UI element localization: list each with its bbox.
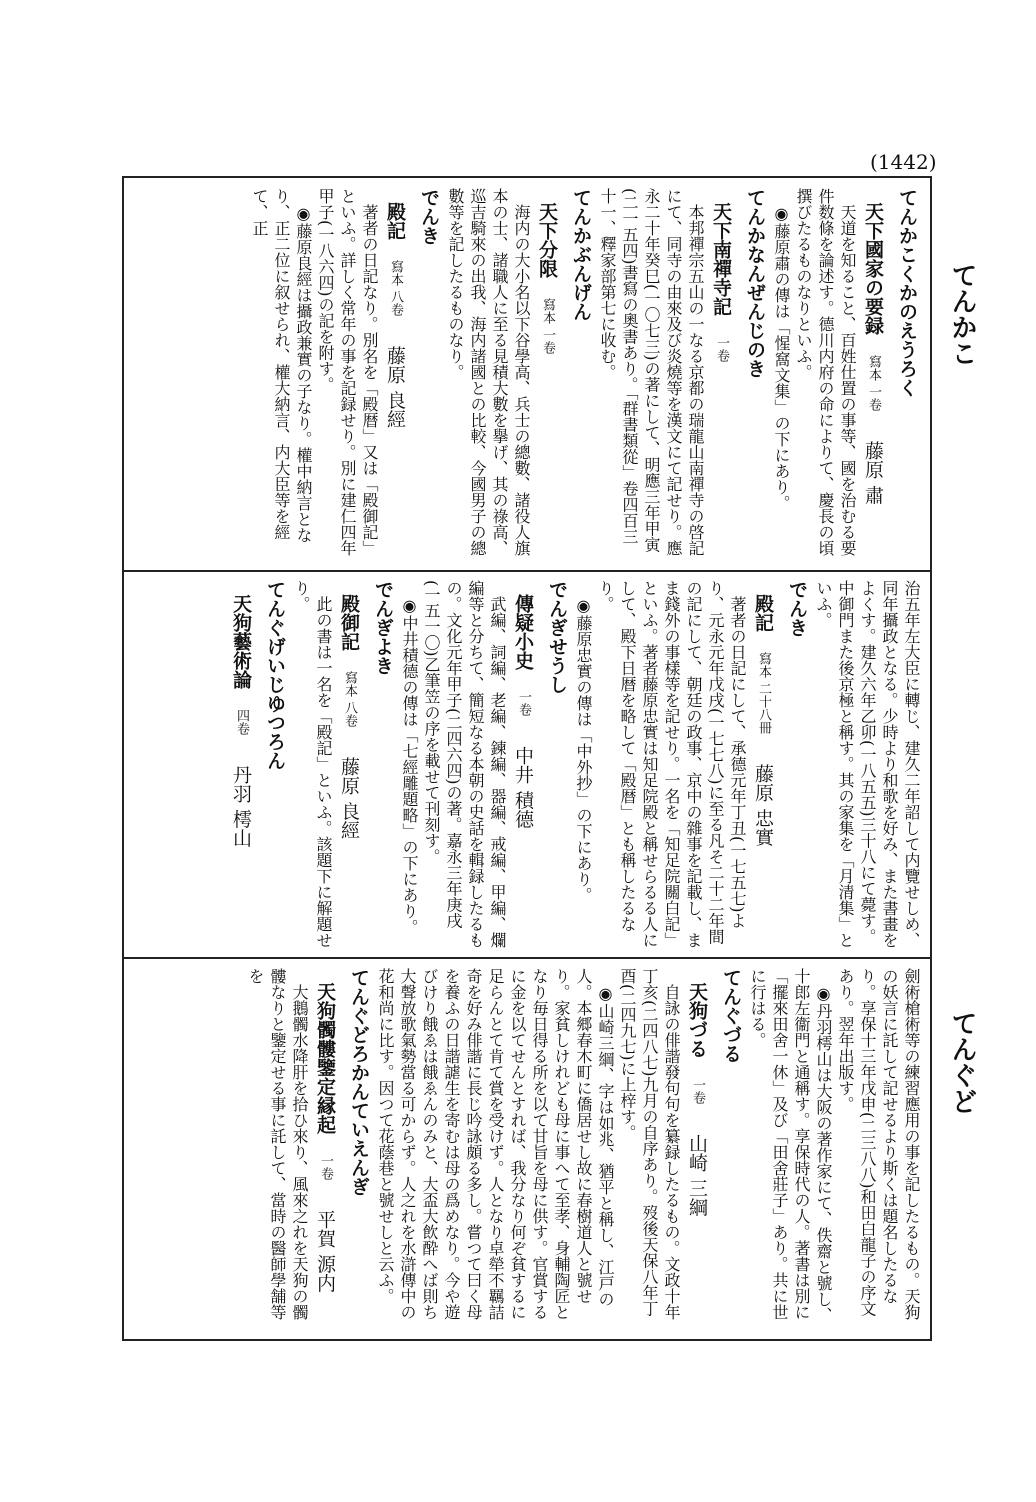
entry-author: 丹羽 樗山 [230, 765, 252, 848]
entry-author [536, 354, 558, 384]
entry-author: 藤原 良經 [384, 346, 406, 429]
entry-body: 天道を知ること、百姓仕置の事等、國を治むる要件数條を論述す。德川内府の命によりて、慶長の頃撰びたるものなりといふ。 [794, 188, 857, 556]
entry-headword: てんかなんぜんじのき [744, 188, 766, 378]
entry-note: ◉藤原良經は攝政兼實の子なり。權中納言となり、正二位に叙せられ、權大納言、内大臣等を經て、正 [250, 188, 313, 543]
entry-volume: 寫本 一卷 [866, 355, 881, 412]
entry-title-line [748, 580, 778, 950]
entry-body: 此の書は一名を「殿記」といふ。該題下に解題せり。 [292, 580, 333, 948]
entry-title-line [226, 580, 256, 950]
entry-title: 傳疑小史 [512, 594, 534, 670]
entry-note: ◉中井積德の傳は「七經雕題略」の下にあり。 [400, 596, 419, 935]
entry-title: 天下分限 [536, 202, 558, 278]
text-band-middle [134, 580, 922, 950]
entry-title: 殿御記 [338, 594, 360, 651]
text-band-top [134, 188, 922, 560]
entry-volume: 一卷 [516, 690, 531, 716]
entry-author [710, 362, 732, 392]
entry-title-line [334, 580, 364, 950]
entry-title: 天狗づる [686, 982, 708, 1058]
entry-headword: てんかぶんげん [570, 188, 592, 321]
entry-title-line [682, 968, 712, 1330]
entry-headword: でんき [418, 188, 440, 245]
running-head-lower: てんぐど [947, 1010, 977, 1114]
entry-volume: 寫本 八卷 [342, 671, 357, 728]
entry-author: 藤原 忠實 [752, 764, 774, 847]
entry-body: 海内の大小名以下谷學高、兵士の總數、諸役人旗本の士、諸職人に至る見積大數を擧げ、其の祿高、巡吉騎來の出我、海内諸國との比較、今國男子の總數等を記したるものなり。 [446, 188, 531, 556]
entry-body: 著者の日記なり。別名を「殿暦」又は「殿御記」といふ。詳しく常年の事を記録せり。別に建仁四年甲子(一八六四)の記を附す。 [316, 188, 379, 556]
entry-body-continued: 劍術槍術等の練習應用の事を記したるもの。天狗の妖言に託して記せるより斯くは題名したるなり。享保十三年戊申(二三八八)和田白龍子の序文あり。翌年出版す。 [836, 968, 921, 1320]
entry-title: 天下國家の要録 [862, 202, 884, 335]
entry-body: 自詠の俳諧發句句を纂録したるもの。文政十年丁亥(二四八七)九月の自序あり。歿後天保八年丁酉(二四九七)に上梓す。 [618, 968, 681, 1320]
entry-title-line [706, 188, 736, 560]
entry-headword: でんぎよき [372, 580, 394, 675]
text-band-bottom [134, 968, 922, 1330]
entry-author: 藤原 肅 [862, 441, 884, 505]
entry-volume: 四卷 [234, 709, 249, 735]
entry-note: ◉丹羽樗山は大阪の著作家にて、佚齋と號し、十郎左衞門と通稱す。享保時代の人。著書は別に「擺來田舍一休」及び「田舍莊子」あり。共に世に行はる。 [748, 968, 833, 1323]
entry-headword: でんぎせうし [546, 580, 568, 694]
entry-body: 大鵝髑水降肝を拾ひ來り、風來之れを天狗の髑髏なりと鑒定せる事に託して、當時の醫師學舗等を [246, 968, 309, 1320]
entry-author: 山崎 三綱 [686, 1134, 708, 1217]
entry-title-line [380, 188, 410, 560]
entry-volume: 寫本 一卷 [540, 298, 555, 355]
entry-title: 天狗藝術論 [230, 594, 252, 689]
entry-title: 殿記 [384, 202, 406, 240]
entry-author: 藤原 良經 [338, 757, 360, 840]
entry-title: 天狗髑髏鑒定縁起 [314, 982, 336, 1134]
entry-body: 著者の日記にして、承德元年丁丑(一七五七)より、元永元年戊戌(一七七八)に至る凡そ二十二年間の記にして、朝廷の政事、京中の雜事を記載し、まま錢外の事樣等を記せり。一名を「知足院關白記」といふ。著者藤原忠實は知足院殿と稱せらるる人にして、殿下日暦を略して「殿暦」とも稱したるなり。 [596, 580, 747, 948]
entry-body: 武編、詞編、老編、鍊編、器編、戒編、甲編、爛編等と分ちて、簡短なる本朝の史話を輯録したるもの。文化元年甲子(二四六四)の著。嘉永三年庚戌(一五一〇)乙筆笠の序を載せて刊刻す。 [422, 580, 507, 948]
entry-body: 本邦禪宗五山の一なる京都の瑞龍山南禪寺の啓記にて、同寺の由來及び炎燒等を漢文にて記せり。應永二十年癸巳(一〇七三)の著にして、明應三年甲寅(二一五四)書寫の奧書あり。「群書類從」卷四百三十一、釋家部第七に收む。 [598, 188, 705, 556]
entry-volume: 寫本 二十八冊 [756, 652, 771, 735]
entry-headword: でんき [786, 580, 808, 637]
entry-body-continued: 治五年左大臣に轉じ、建久二年詔して内覽せしめ、同年攝政となる。少時より和歌を好み、また書畫をよくす。建久六年乙卯(一八五五)三十八にて薨す。中御門また後京極と稱す。其の家集を「月清集」といふ。 [814, 580, 921, 948]
band-divider [122, 570, 932, 572]
entry-volume: 寫本 八卷 [388, 260, 403, 317]
entry-headword: てんぐづる [720, 968, 742, 1063]
entry-note: ◉藤原肅の傳は「惺窩文集」の下にあり。 [772, 204, 791, 511]
entry-title-line [858, 188, 888, 560]
entry-title: 殿記 [752, 594, 774, 632]
entry-note: ◉山崎三綱、字は如兆、猶平と稱し、江戸の人。本郷春木町に僑居せし故に春樹道人と號せり。家貧しけれども母に事へて至孝、身輔陶匠となり毎日得る所を以て甘旨を母に供す。官賞するに金を以てせんとすれば、我分なり何ぞ貧するに足らんとて肯て賞を受けず。人となり卓犖不羈詰奇を好み俳諧に長じ吟詠頗る多し。嘗つて曰く母を養ふの日諧謔生を寄むは母の爲めなり。今や遊びけり餓ゑは餓ゑんのみと、大盃大飲酔へば則ち大聲放歌氣勢當る可からず。人之れを水滸傳中の花和尚に比す。因つて花蔭巷と號せしと云ふ。 [376, 968, 615, 1320]
entry-title-line [310, 968, 340, 1330]
entry-volume: 一卷 [714, 336, 729, 362]
entry-author: 平賀 源内 [314, 1210, 336, 1293]
entry-volume: 一卷 [318, 1154, 333, 1180]
entry-note: ◉藤原忠實の傳は「中外抄」の下にあり。 [574, 596, 593, 903]
entry-author: 中井 積德 [512, 746, 534, 829]
running-head-upper: てんかこ [947, 262, 977, 366]
band-divider [122, 957, 932, 959]
entry-title-line [532, 188, 562, 560]
entry-headword: てんかこくかのえうろく [896, 188, 918, 397]
page-number: (1442) [870, 150, 937, 174]
entry-headword: てんぐげいじゆつろん [264, 580, 286, 770]
entry-headword: てんぐどろかんていえんぎ [348, 968, 370, 1196]
entry-title-line [508, 580, 538, 950]
entry-volume: 一卷 [690, 1078, 705, 1104]
entry-title: 天下南禪寺記 [710, 202, 732, 316]
